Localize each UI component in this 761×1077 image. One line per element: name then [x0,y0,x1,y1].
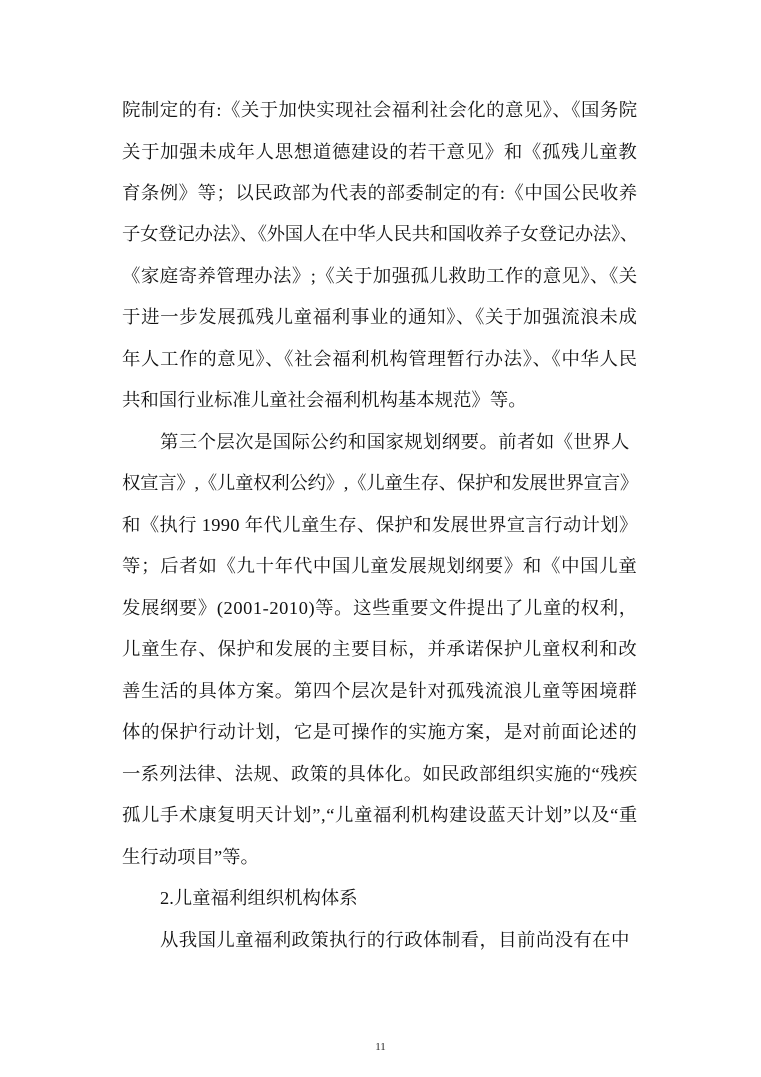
text-line: 权宣言》,《儿童权利公约》,《儿童生存、保护和发展世界宣言》 [122,473,639,493]
section-heading: 2.儿童福利组织机构体系 [160,888,358,908]
text-line: 孤儿手术康复明天计划”,“儿童福利机构建设蓝天计划”以及“重 [122,805,638,825]
text-line: 善生活的具体方案。第四个层次是针对孤残流浪儿童等困境群 [122,681,638,701]
text-line: 关于加强未成年人思想道德建设的若干意见》和《孤残儿童教 [122,142,638,162]
text-line: 体的保护行动计划，它是可操作的实施方案，是对前面论述的 [122,722,638,742]
text-line: 年人工作的意见》、《社会福利机构管理暂行办法》、《中华人民 [122,349,638,369]
text-line: 子女登记办法》、《外国人在中华人民共和国收养子女登记办法》、 [122,224,639,244]
paragraph-start-line: 从我国儿童福利政策执行的行政体制看，目前尚没有在中 [160,930,630,950]
text-line: 共和国行业标准儿童社会福利机构基本规范》等。 [122,390,527,410]
text-line: 院制定的有:《关于加快实现社会福利社会化的意见》、《国务院 [122,100,638,120]
text-line: 等；后者如《九十年代中国儿童发展规划纲要》和《中国儿童 [122,556,638,576]
text-line: 儿童生存、保护和发展的主要目标，并承诺保护儿童权利和改 [122,639,638,659]
paragraph-start-line: 第三个层次是国际公约和国家规划纲要。前者如《世界人 [160,432,630,452]
text-line: 和《执行 1990 年代儿童生存、保护和发展世界宣言行动计划》 [122,515,638,535]
text-line: 发展纲要》(2001-2010)等。这些重要文件提出了儿童的权利， [122,598,638,618]
text-line: 《家庭寄养管理办法》;《关于加强孤儿救助工作的意见》、《关 [122,266,638,286]
text-line: 育条例》等；以民政部为代表的部委制定的有:《中国公民收养 [122,183,638,203]
text-line: 一系列法律、法规、政策的具体化。如民政部组织实施的“残疾 [122,764,638,784]
text-line: 于进一步发展孤残儿童福利事业的通知》、《关于加强流浪未成 [122,307,638,327]
page-number: 11 [375,1041,386,1053]
text-line: 生行动项目”等。 [122,847,259,867]
